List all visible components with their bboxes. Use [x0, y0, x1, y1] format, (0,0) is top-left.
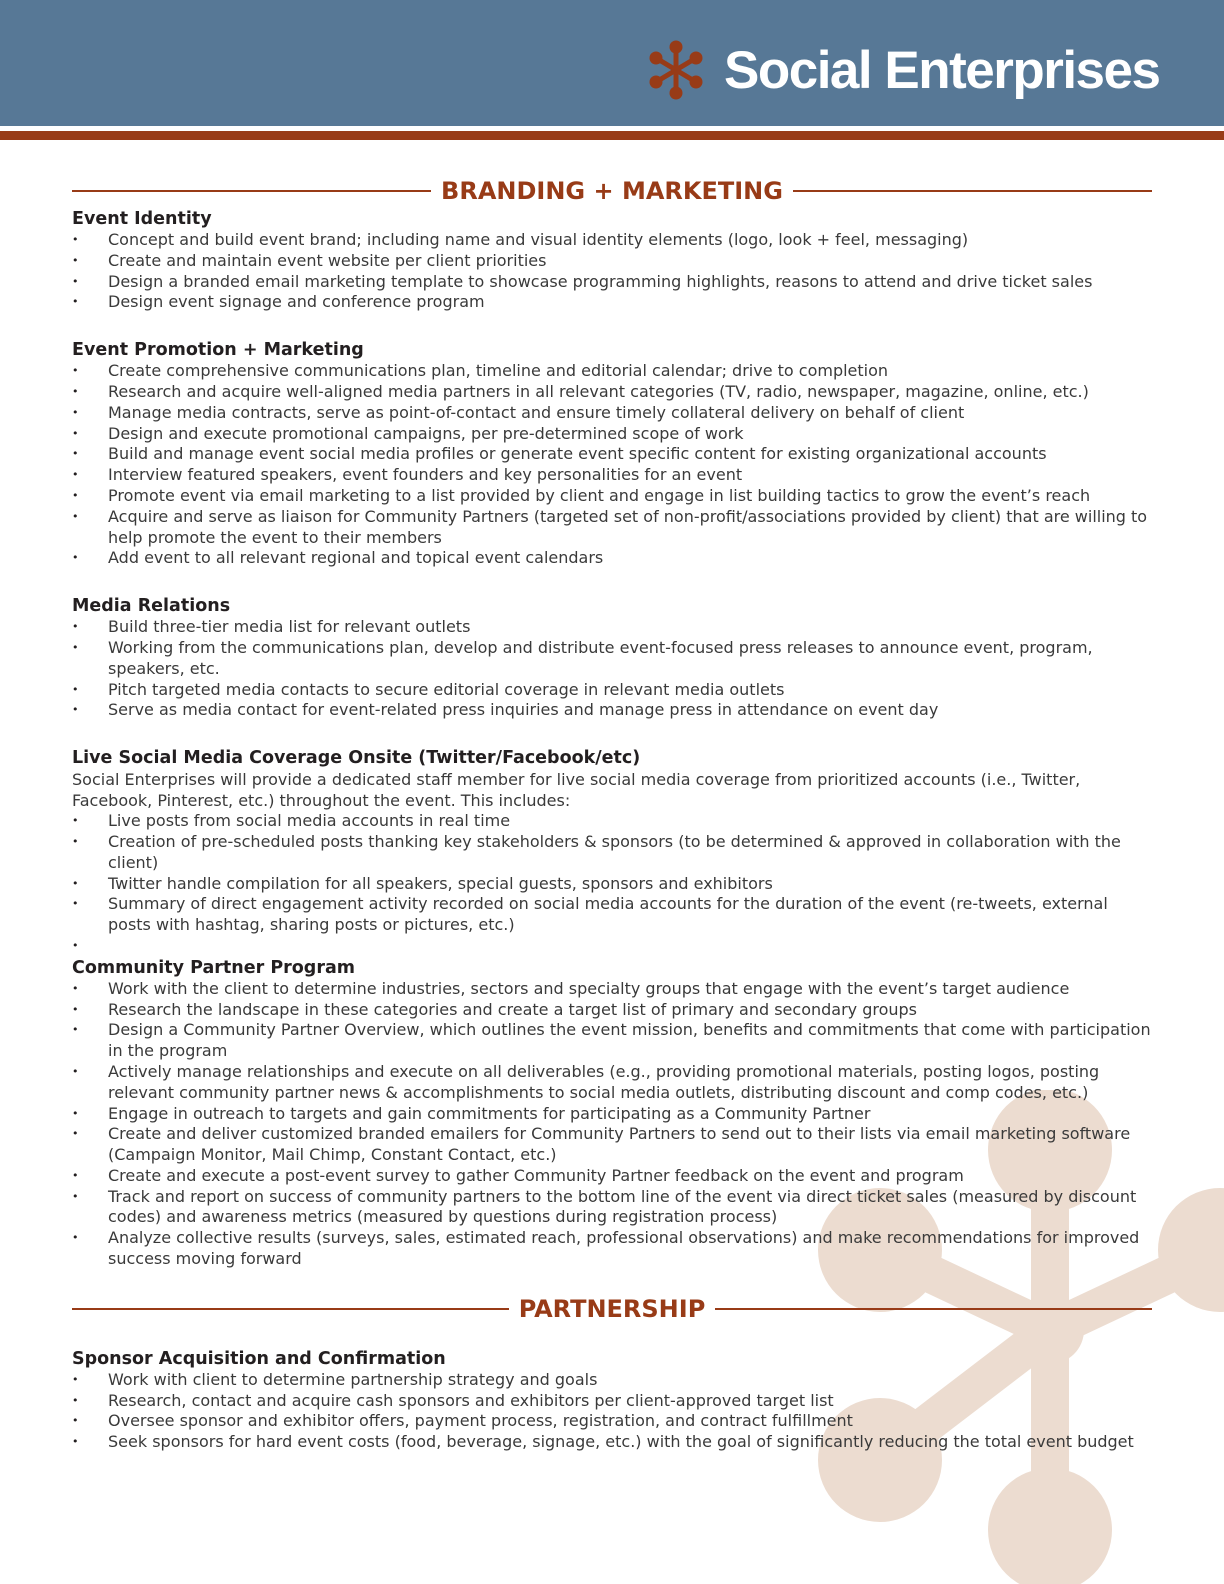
list-item: • Pitch targeted media contacts to secure editorial coverage in relevant media outlets	[72, 680, 1152, 701]
list-item: • Work with the client to determine industries, sectors and specialty groups that engage with the event’s target audience	[72, 979, 1152, 1000]
bullet-list	[72, 361, 1152, 569]
list-item: • Engage in outreach to targets and gain commitments for participating as a Community Partner	[72, 1104, 1152, 1125]
section-rule-left	[72, 1308, 509, 1310]
list-item: • Acquire and serve as liaison for Community Partners (targeted set of non-profit/associations provided by client) that are willing to help promote the event to their members	[72, 507, 1152, 549]
section-rule-right	[715, 1308, 1152, 1310]
list-item: • Build three-tier media list for relevant outlets	[72, 617, 1152, 638]
block-event-promotion	[72, 339, 1152, 569]
list-item: • Create and deliver customized branded emailers for Community Partners to send out to their lists via email marketing software (Campaign Monitor, Mail Chimp, Constant Contact, etc.)	[72, 1124, 1152, 1166]
block-live-social	[72, 747, 1152, 957]
list-item: • Promote event via email marketing to a list provided by client and engage in list building tactics to grow the event’s reach	[72, 486, 1152, 507]
brand-name: Social Enterprises	[724, 40, 1160, 100]
bullet-list	[72, 617, 1152, 721]
bullet-list	[72, 979, 1152, 1270]
list-item: • Create and execute a post-event survey to gather Community Partner feedback on the event and program	[72, 1166, 1152, 1187]
asterisk-network-icon	[648, 40, 704, 100]
list-item: • Serve as media contact for event-related press inquiries and manage press in attendance on event day	[72, 700, 1152, 721]
list-item: • Seek sponsors for hard event costs (food, beverage, signage, etc.) with the goal of significantly reducing the total event budget	[72, 1432, 1152, 1453]
list-item: • Design and execute promotional campaigns, per pre-determined scope of work	[72, 424, 1152, 445]
list-item: • Design a Community Partner Overview, which outlines the event mission, benefits and commitments that come with participation in the program	[72, 1020, 1152, 1062]
block-event-identity	[72, 208, 1152, 313]
block-intro: Social Enterprises will provide a dedicated staff member for live social media coverage from prioritized accounts (i.e., Twitter, Facebook, Pinterest, etc.) throughout the event. This includes:	[72, 770, 1081, 811]
list-item: • Create comprehensive communications plan, timeline and editorial calendar; drive to completion	[72, 361, 1152, 382]
list-item: • Work with client to determine partnership strategy and goals	[72, 1370, 1152, 1391]
section-rule-right	[793, 190, 1152, 192]
list-item	[72, 936, 1152, 957]
list-item: • Research the landscape in these categories and create a target list of primary and secondary groups	[72, 1000, 1152, 1021]
block-heading: Live Social Media Coverage Onsite (Twitter/Facebook/etc)	[72, 748, 641, 769]
block-sponsor-acquisition	[72, 1348, 1152, 1453]
list-item: • Manage media contracts, serve as point-of-contact and ensure timely collateral delivery on behalf of client	[72, 403, 1152, 424]
list-item: • Design event signage and conference program	[72, 292, 1152, 313]
bullet-list	[72, 1370, 1152, 1453]
list-item: • Add event to all relevant regional and topical event calendars	[72, 548, 1152, 569]
list-item: • Analyze collective results (surveys, sales, estimated reach, professional observations) and make recommendations for improved success moving forward	[72, 1228, 1152, 1270]
list-item: • Live posts from social media accounts in real time	[72, 811, 1152, 832]
list-item: • Working from the communications plan, develop and distribute event-focused press releases to announce event, program, speakers, etc.	[72, 638, 1152, 680]
list-item: • Twitter handle compilation for all speakers, special guests, sponsors and exhibitors	[72, 874, 1152, 895]
list-item: • Research, contact and acquire cash sponsors and exhibitors per client-approved target list	[72, 1391, 1152, 1412]
section-rule-left	[72, 190, 431, 192]
list-item: • Track and report on success of community partners to the bottom line of the event via direct ticket sales (measured by discount codes) and awareness metrics (measured by questions during registration process)	[72, 1187, 1152, 1229]
section-title: BRANDING + MARKETING	[441, 177, 783, 205]
block-heading: Community Partner Program	[72, 957, 356, 978]
block-heading: Event Promotion + Marketing	[72, 340, 364, 361]
block-heading: Media Relations	[72, 596, 231, 617]
list-item: • Summary of direct engagement activity recorded on social media accounts for the duration of the event (re-tweets, external posts with hashtag, sharing posts or pictures, etc.)	[72, 894, 1152, 936]
list-item: • Build and manage event social media profiles or generate event specific content for existing organizational accounts	[72, 444, 1152, 465]
block-community-partner	[72, 957, 1152, 1270]
section-header-partnership	[72, 1286, 1152, 1332]
brand-logo	[648, 38, 1159, 102]
header-divider	[0, 131, 1224, 140]
list-item: • Interview featured speakers, event founders and key personalities for an event	[72, 465, 1152, 486]
list-item: • Concept and build event brand; including name and visual identity elements (logo, look + feel, messaging)	[72, 230, 1152, 251]
list-item: • Actively manage relationships and execute on all deliverables (e.g., providing promotional materials, posting logos, posting relevant community partner news & accomplishments to social media outlets, distributing discount and comp codes, etc.)	[72, 1062, 1152, 1104]
page-content	[72, 168, 1152, 1453]
list-item: • Create and maintain event website per client priorities	[72, 251, 1152, 272]
list-item: • Research and acquire well-aligned media partners in all relevant categories (TV, radio, newspaper, magazine, online, etc.)	[72, 382, 1152, 403]
block-heading: Sponsor Acquisition and Confirmation	[72, 1348, 446, 1369]
list-item: • Creation of pre-scheduled posts thanking key stakeholders & sponsors (to be determined & approved in collaboration with the client)	[72, 832, 1152, 874]
section-title: PARTNERSHIP	[518, 1294, 706, 1323]
block-heading: Event Identity	[72, 209, 212, 229]
list-item: • Oversee sponsor and exhibitor offers, payment process, registration, and contract fulfillment	[72, 1411, 1152, 1432]
block-media-relations	[72, 595, 1152, 721]
bullet-list	[72, 811, 1152, 957]
bullet-list	[72, 230, 1152, 313]
list-item: • Design a branded email marketing template to showcase programming highlights, reasons to attend and drive ticket sales	[72, 272, 1152, 293]
